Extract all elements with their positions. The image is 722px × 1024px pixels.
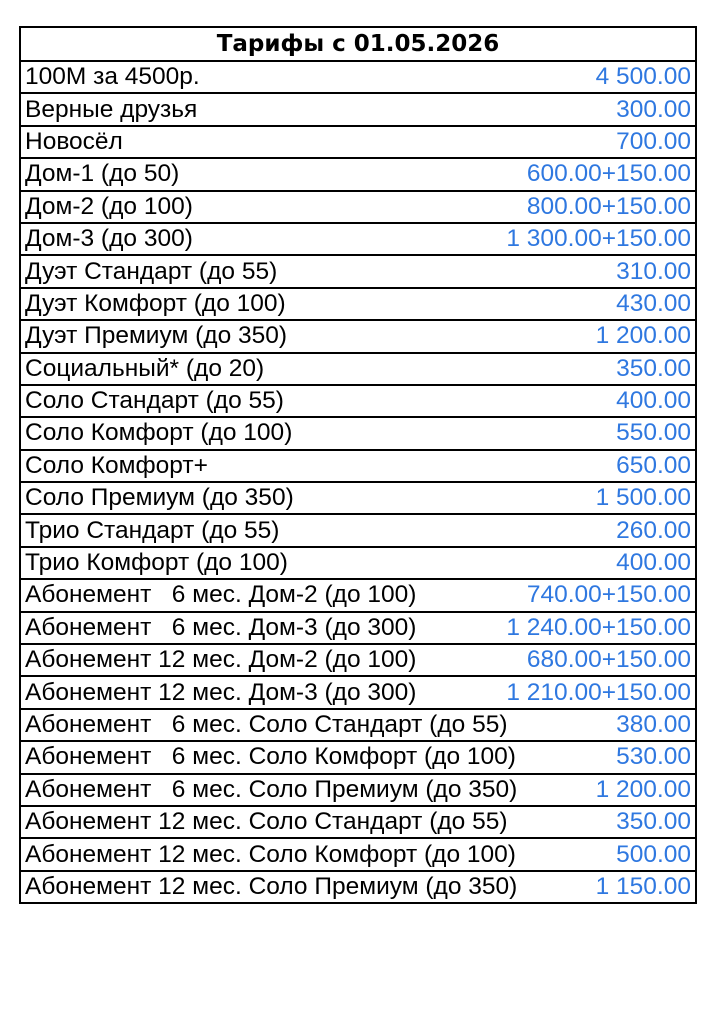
table-row xyxy=(20,709,696,741)
tariff-cell xyxy=(20,353,696,385)
table-row xyxy=(20,612,696,644)
tariff-price: 400.00 xyxy=(616,549,691,577)
tariff-cell xyxy=(20,871,696,903)
tariff-cell xyxy=(20,191,696,223)
tariff-name: Соло Премиум (до 350) xyxy=(25,484,294,512)
table-row xyxy=(20,385,696,417)
tariff-cell xyxy=(20,450,696,482)
table-row xyxy=(20,450,696,482)
tariff-cell xyxy=(20,126,696,158)
tariff-name: Социальный* (до 20) xyxy=(25,354,265,382)
table-row xyxy=(20,741,696,773)
table-row xyxy=(20,644,696,676)
tariff-name: Дуэт Премиум (до 350) xyxy=(25,322,288,350)
tariff-cell xyxy=(20,806,696,838)
tariff-price: 350.00 xyxy=(616,808,691,836)
table-row xyxy=(20,806,696,838)
tariff-name: Верные друзья xyxy=(25,95,198,123)
tariff-name: Дом-2 (до 100) xyxy=(25,192,193,220)
tariff-price: 350.00 xyxy=(616,354,691,382)
tariff-price: 550.00 xyxy=(616,419,691,447)
tariff-price: 650.00 xyxy=(616,451,691,479)
tariff-name: Абонемент 6 мес. Соло Стандарт (до 55) xyxy=(25,711,508,738)
table-row xyxy=(20,93,696,125)
tariff-name: Абонемент 6 мес. Дом-2 (до 100) xyxy=(25,581,417,609)
tariff-price: 380.00 xyxy=(616,711,691,738)
tariff-cell xyxy=(20,838,696,870)
tariff-name: Дом-3 (до 300) xyxy=(25,225,193,253)
tariff-price: 700.00 xyxy=(616,127,691,155)
tariff-price: 500.00 xyxy=(616,840,691,868)
tariff-cell xyxy=(20,417,696,449)
tariff-name: Трио Стандарт (до 55) xyxy=(25,516,280,544)
tariff-price: 1 200.00 xyxy=(595,322,691,350)
tariff-name: 100М за 4500р. xyxy=(25,63,200,91)
tariff-cell xyxy=(20,482,696,514)
table-row xyxy=(20,676,696,708)
tariff-table xyxy=(19,26,697,904)
table-row xyxy=(20,514,696,546)
tariff-cell xyxy=(20,514,696,546)
tariff-cell xyxy=(20,644,696,676)
tariff-price: 1 210.00+150.00 xyxy=(506,678,691,706)
tariff-name: Абонемент 12 мес. Соло Премиум (до 350) xyxy=(25,872,518,900)
tariff-name: Абонемент 6 мес. Дом-3 (до 300) xyxy=(25,613,417,641)
table-row xyxy=(20,223,696,255)
tariff-price: 1 240.00+150.00 xyxy=(506,613,691,641)
tariff-price: 4 500.00 xyxy=(595,63,691,91)
tariff-cell xyxy=(20,158,696,190)
table-row xyxy=(20,353,696,385)
tariff-name: Абонемент 6 мес. Соло Комфорт (до 100) xyxy=(25,743,516,771)
tariff-price: 800.00+150.00 xyxy=(526,192,691,220)
tariff-price: 300.00 xyxy=(616,95,691,123)
tariff-name: Новосёл xyxy=(25,127,123,155)
tariff-name: Соло Комфорт+ xyxy=(25,451,208,479)
tariff-cell xyxy=(20,385,696,417)
tariff-cell xyxy=(20,612,696,644)
tariff-price: 1 150.00 xyxy=(595,872,691,900)
table-row xyxy=(20,61,696,93)
tariff-cell xyxy=(20,547,696,579)
tariff-price: 400.00 xyxy=(616,387,691,415)
tariff-name: Абонемент 12 мес. Соло Комфорт (до 100) xyxy=(25,840,516,868)
tariff-name: Дуэт Стандарт (до 55) xyxy=(25,257,278,285)
tariff-cell xyxy=(20,223,696,255)
tariff-cell xyxy=(20,255,696,287)
table-row xyxy=(20,871,696,903)
tariff-price: 1 300.00+150.00 xyxy=(506,225,691,253)
tariff-price: 430.00 xyxy=(616,289,691,317)
table-row xyxy=(20,191,696,223)
tariff-name: Соло Стандарт (до 55) xyxy=(25,387,284,415)
header-row xyxy=(20,27,696,61)
table-row xyxy=(20,158,696,190)
tariff-price: 600.00+150.00 xyxy=(526,160,691,188)
table-row xyxy=(20,579,696,611)
tariff-price: 740.00+150.00 xyxy=(526,581,691,609)
tariff-price: 260.00 xyxy=(616,516,691,544)
tariff-name: Абонемент 6 мес. Соло Премиум (до 350) xyxy=(25,775,518,803)
tariff-name: Соло Комфорт (до 100) xyxy=(25,419,293,447)
tariff-price: 1 500.00 xyxy=(595,484,691,512)
tariff-price: 1 200.00 xyxy=(595,775,691,803)
tariff-cell xyxy=(20,288,696,320)
tariff-name: Абонемент 12 мес. Дом-2 (до 100) xyxy=(25,646,417,674)
tariff-cell xyxy=(20,709,696,741)
tariff-name: Абонемент 12 мес. Соло Стандарт (до 55) xyxy=(25,808,508,836)
tariff-cell xyxy=(20,61,696,93)
table-row xyxy=(20,482,696,514)
table-row xyxy=(20,288,696,320)
tariff-cell xyxy=(20,774,696,806)
tariff-name: Абонемент 12 мес. Дом-3 (до 300) xyxy=(25,678,417,706)
table-row xyxy=(20,547,696,579)
tariff-price: 680.00+150.00 xyxy=(526,646,691,674)
tariff-cell xyxy=(20,741,696,773)
tariff-cell xyxy=(20,93,696,125)
tariff-cell xyxy=(20,320,696,352)
tariff-cell xyxy=(20,579,696,611)
tariff-price: 310.00 xyxy=(616,257,691,285)
tariff-name: Трио Комфорт (до 100) xyxy=(25,549,288,577)
tariff-name: Дом-1 (до 50) xyxy=(25,160,180,188)
tariff-cell xyxy=(20,676,696,708)
table-row xyxy=(20,126,696,158)
table-row xyxy=(20,417,696,449)
table-title: Тарифы с 01.05.2026 xyxy=(20,27,696,61)
tariff-name: Дуэт Комфорт (до 100) xyxy=(25,289,286,317)
tariff-price: 530.00 xyxy=(616,743,691,771)
table-row xyxy=(20,320,696,352)
table-row xyxy=(20,774,696,806)
table-row xyxy=(20,255,696,287)
table-row xyxy=(20,838,696,870)
